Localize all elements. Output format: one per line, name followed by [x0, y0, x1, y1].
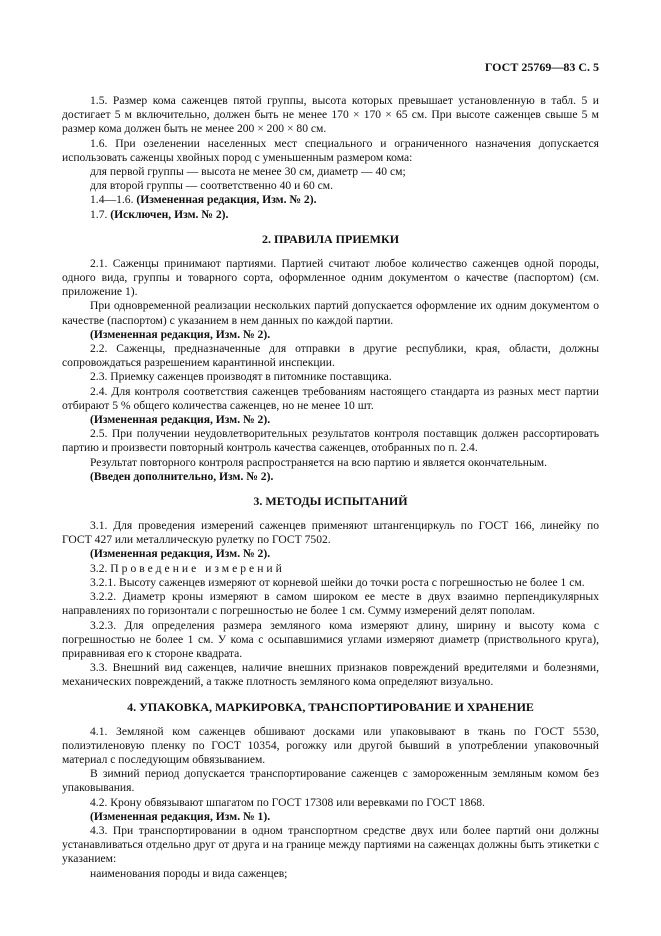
paragraph-1-7	[62, 208, 599, 222]
edit-note: (Введен дополнительно, Изм. № 2).	[90, 469, 274, 483]
paragraph-3-1: 3.1. Для проведения измерений саженцев применяют штангенциркуль по ГОСТ 166, линейку по ГОСТ 427 или металлическую рулетку по ГОСТ 7502.	[62, 519, 599, 547]
paragraph-1-7-text: (Исключен, Изм. № 2).	[110, 207, 229, 221]
paragraph-3-3: 3.3. Внешний вид саженцев, наличие внешних признаков повреждений вредителями и болезнями, механических повреждений, а также плотность земляного кома определяют визуально.	[62, 661, 599, 689]
section-3-heading: 3. МЕТОДЫ ИСПЫТАНИЙ	[253, 494, 408, 509]
paragraph-3-2-title: Проведение измерений	[110, 561, 285, 575]
paragraph-4-1: 4.1. Земляной ком саженцев обшивают досками или упаковывают в ткань по ГОСТ 5530, полиэтиленовую пленку по ГОСТ 10354, рогожку или другой бывший в употреблении упаковочный материал с последующим обвязыванием.	[62, 724, 599, 766]
paragraph-2-4: 2.4. Для контроля соответствия саженцев требованиям настоящего стандарта из разных мест партии отбирают 5 % общего количества саженцев, но не менее 10 шт.	[62, 384, 599, 412]
paragraph-2-2: 2.2. Саженцы, предназначенные для отправки в другие республики, края, области, должны сопровождаться разрешением карантинной инспекции.	[62, 342, 599, 370]
paragraph-3-2-number: 3.2.	[90, 561, 108, 575]
paragraph-2-3: 2.3. Приемку саженцев производят в питомнике поставщика.	[90, 370, 392, 384]
paragraph-1-6: 1.6. При озеленении населенных мест специального и ограниченного назначения допускается использовать саженцы хвойных пород с уменьшенным размером кома:	[62, 136, 599, 164]
paragraph-1-5: 1.5. Размер кома саженцев пятой группы, высота которых превышает установленную в табл. 5 и достигает 5 м включительно, должен быть не менее 170 × 170 × 65 см. При высоте саженцев свыше 5 м размер кома должен быть не менее 200 × 200 × 80 см.	[62, 94, 599, 136]
edit-note: (Измененная редакция, Изм. № 2).	[90, 327, 271, 341]
paragraph-2-5-b: Результат повторного контроля распространяется на всю партию и является окончательным.	[90, 455, 547, 469]
paragraph-4-3: 4.3. При транспортировании в одном транспортном средстве двух или более партий они должны устанавливаться отдельно друг от друга и на границе между партиями на саженцах должны быть этикетки с указанием:	[62, 823, 599, 866]
group2-line: для второй группы — соответственно 40 и 60 см.	[90, 179, 334, 193]
paragraph-2-1: 2.1. Саженцы принимают партиями. Партией считают любое количество саженцев одной породы, одного вида, группы и товарного сорта, оформленное одним документом о качестве (паспортом) (см. приложение 1).	[62, 256, 599, 299]
paragraph-4-3-item-1: наименования породы и вида саженцев;	[90, 866, 288, 880]
group1-line: для первой группы — высота не менее 30 см, диаметр — 40 см;	[90, 165, 406, 179]
edit-note-text: (Измененная редакция, Изм. № 2).	[136, 193, 317, 207]
section-2-heading: 2. ПРАВИЛА ПРИЕМКИ	[261, 231, 400, 246]
edit-range: 1.4—1.6.	[90, 193, 134, 207]
paragraph-2-1-b: При одновременной реализации нескольких партий допускается оформление их одним документом о качестве (паспортом) с указанием в нем данных по каждой партии.	[62, 299, 599, 327]
paragraph-1-7-number: 1.7.	[90, 207, 108, 221]
paragraph-4-1-b: В зимний период допускается транспортирование саженцев с замороженным земляным комом без упаковывания.	[62, 767, 599, 795]
edit-note: (Измененная редакция, Изм. № 1).	[90, 809, 271, 823]
section-4-heading: 4. УПАКОВКА, МАРКИРОВКА, ТРАНСПОРТИРОВАНИЕ И ХРАНЕНИЕ	[127, 699, 534, 714]
paragraph-3-2-3: 3.2.3. Для определения размера земляного кома измеряют длину, ширину и высоту кома с погрешностью не более 1 см. У кома с осыпавшимися углами измеряют диаметр (приствольного круга), приравнивая его к стороне квадрата.	[62, 618, 599, 660]
edit-note-1-4-1-6	[62, 193, 599, 207]
paragraph-3-2	[62, 562, 599, 576]
paragraph-3-2-1: 3.2.1. Высоту саженцев измеряют от корневой шейки до точки роста с погрешностью не более 1 см.	[90, 575, 585, 589]
page-content	[62, 94, 599, 881]
edit-note: (Измененная редакция, Изм. № 2).	[90, 547, 271, 561]
running-head: ГОСТ 25769—83 С. 5	[484, 60, 599, 74]
paragraph-3-2-2: 3.2.2. Диаметр кроны измеряют в самом широком ее месте в двух взаимно перпендикулярных направлениях по горизонтали с погрешностью не более 1 см. Сумму измерений делят пополам.	[62, 590, 599, 618]
paragraph-4-2: 4.2. Крону обвязывают шпагатом по ГОСТ 17308 или веревками по ГОСТ 1868.	[90, 795, 485, 809]
paragraph-2-5: 2.5. При получении неудовлетворительных результатов контроля поставщик должен рассортировать партию и произвести повторный контроль качества саженцев, отобранных по п. 2.4.	[62, 427, 599, 455]
edit-note: (Измененная редакция, Изм. № 2).	[90, 413, 271, 427]
